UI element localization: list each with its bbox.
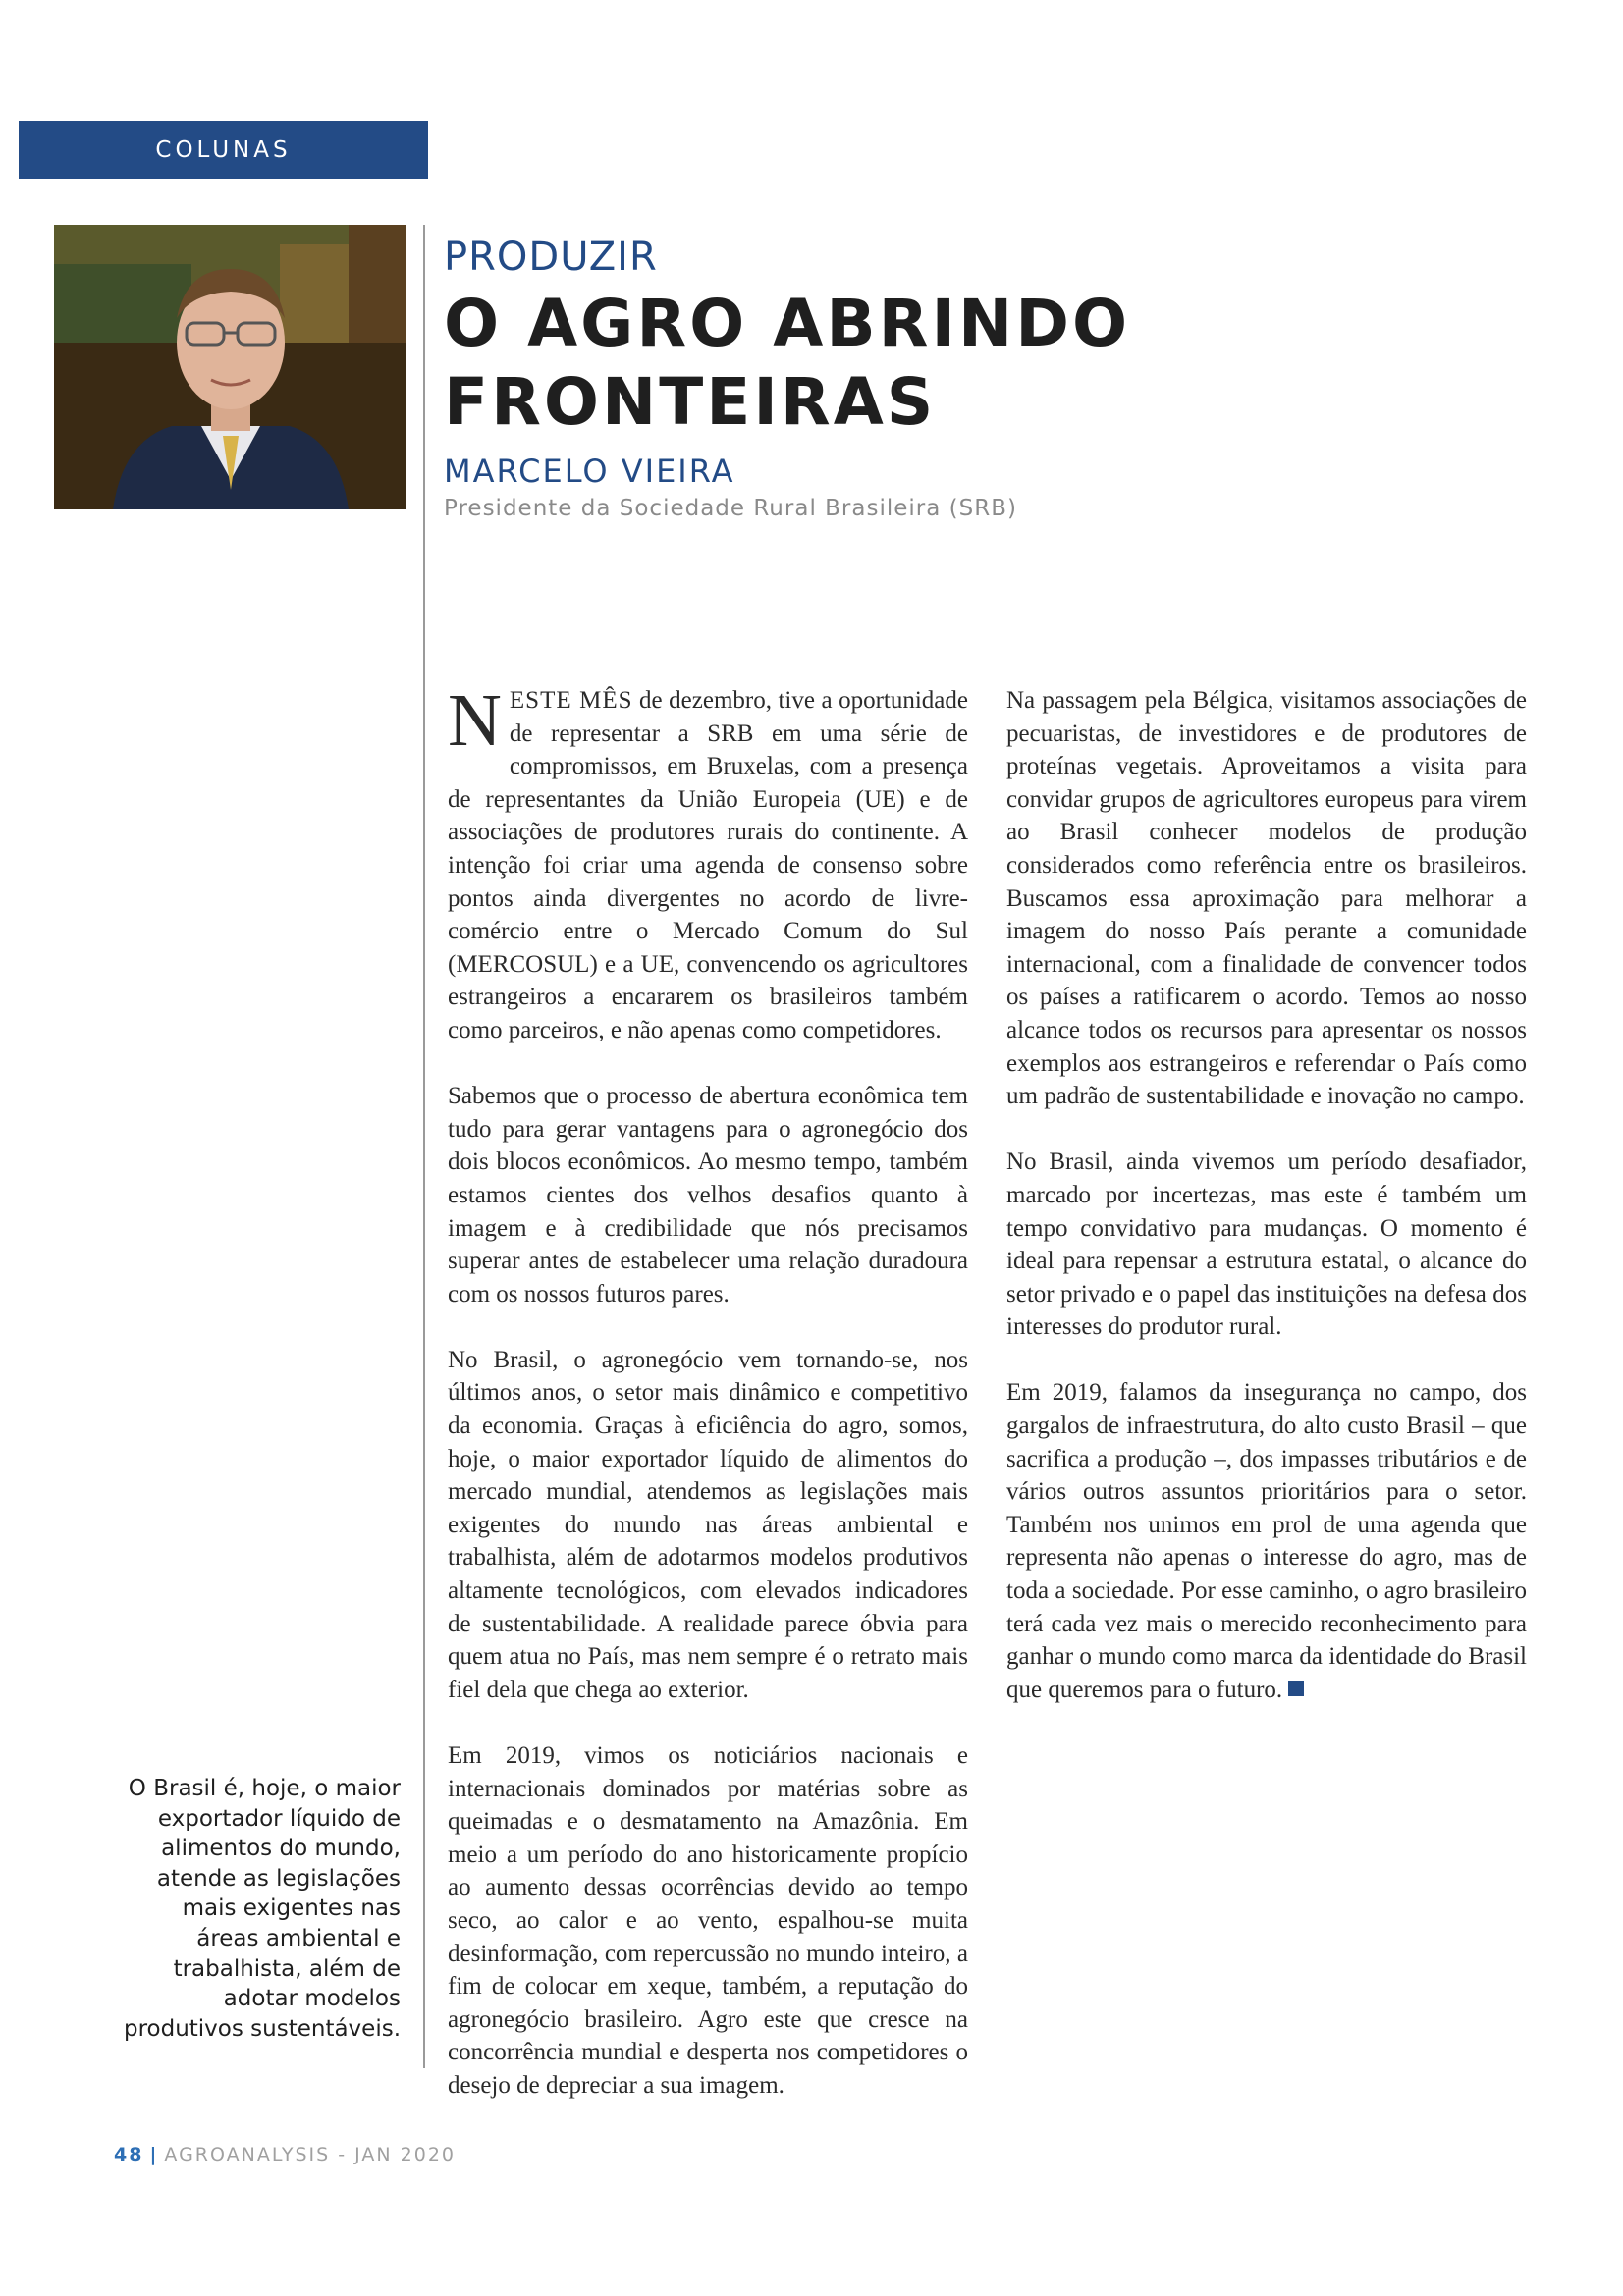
author-portrait-photo xyxy=(54,225,406,509)
body-column-left xyxy=(448,679,968,2135)
paragraph-1 xyxy=(448,679,968,1047)
article-headline xyxy=(444,285,1229,442)
paragraph-7-text: Em 2019, falamos da insegurança no campo, dos gargalos de infraestrutura, do alto custo Brasil – que sacrifica a produção –, dos impasses tributários e de vários outros assuntos prioritários para o setor. Também nos unimos em prol de uma agenda que representa não apenas o interesse do agro, mas de toda a sociedade. Por esse caminho, o agro brasileiro terá cada vez mais o merecido reconhecimento para ganhar o mundo como marca da identidade do Brasil que queremos para o futuro. xyxy=(1006,1379,1527,1703)
publication-name: AGROANALYSIS - JAN 2020 xyxy=(164,2144,457,2165)
page-number: 48 xyxy=(114,2144,144,2165)
author-name: MARCELO VIEIRA xyxy=(444,453,735,490)
pull-quote: O Brasil é, hoje, o maior exportador líquido de alimentos do mundo, atende as legislações mais exigentes nas áreas ambiental e trabalhista, além de adotar modelos produtivos sustentáveis. xyxy=(123,1776,401,2042)
paragraph-1-text: de dezembro, tive a oportunidade de representar a SRB em uma série de compromissos, em Bruxelas, com a presença de representantes da União Europeia (UE) e de associações de produtores rurais do continente. A intenção foi criar uma agenda de consenso sobre pontos ainda divergentes no acordo de livre-comércio entre o Mercado Comum do Sul (MERCOSUL) e a UE, convencendo os agricultores estrangeiros a encararem os brasileiros também como parceiros, e não apenas como competidores. xyxy=(448,687,968,1043)
column-divider xyxy=(423,225,425,2068)
lead-in-caps: ESTE MÊS xyxy=(509,687,633,714)
footer-separator: | xyxy=(149,2144,159,2165)
author-role: Presidente da Sociedade Rural Brasileira (SRB) xyxy=(444,496,1017,521)
paragraph-7 xyxy=(1006,1376,1527,1706)
paragraph-2: Sabemos que o processo de abertura econômica tem tudo para gerar vantagens para o agronegócio dos dois blocos econômicos. Ao mesmo tempo, também estamos cientes dos velhos desafios quanto à imagem e à credibilidade que nós precisamos superar antes de estabelecer uma relação duradoura com os nossos futuros pares. xyxy=(448,1083,968,1308)
end-of-article-square-icon xyxy=(1288,1681,1304,1696)
drop-cap: N xyxy=(448,679,502,762)
headline-line-2: FRONTEIRAS xyxy=(444,364,937,440)
paragraph-4: Em 2019, vimos os noticiários nacionais e internacionais dominados por matérias sobre as queimadas e o desmatamento na Amazônia. Em meio a um período do ano historicamente propício ao aumento dessas ocorrências devido ao tempo seco, ao calor e ao vento, espalhou-se muita desinformação, com repercussão no mundo inteiro, a fim de colocar em xeque, também, a reputação do agronegócio brasileiro. Agro este que cresce na concorrência mundial e desperta nos competidores o desejo de depreciar a sua imagem. xyxy=(448,1742,968,2099)
column-kicker: PRODUZIR xyxy=(444,235,658,280)
page-footer xyxy=(114,2144,456,2165)
paragraph-5: Na passagem pela Bélgica, visitamos associações de pecuaristas, de investidores e de produtores de proteínas vegetais. Aproveitamos a visita para convidar grupos de agricultores europeus para virem ao Brasil conhecer modelos de produção considerados como referência entre os brasileiros. Buscamos essa aproximação para melhorar a imagem do nosso País perante a comunidade internacional, com a finalidade de convencer todos os países a ratificarem o acordo. Temos ao nosso alcance todos os recursos para apresentar os nossos exemplos aos estrangeiros e referendar o País como um padrão de sustentabilidade e inovação no campo. xyxy=(1006,687,1527,1110)
paragraph-6: No Brasil, ainda vivemos um período desafiador, marcado por incertezas, mas este é também um tempo convidativo para mudanças. O momento é ideal para repensar a estrutura estatal, o alcance do setor privado e o papel das instituições na defesa dos interesses do produtor rural. xyxy=(1006,1148,1527,1341)
body-column-right xyxy=(1006,684,1527,1739)
portrait-illustration xyxy=(54,225,406,509)
section-label: COLUNAS xyxy=(19,121,428,179)
headline-line-1: O AGRO ABRINDO xyxy=(444,286,1131,361)
paragraph-3: No Brasil, o agronegócio vem tornando-se, nos últimos anos, o setor mais dinâmico e competitivo da economia. Graças à eficiência do agro, somos, hoje, o maior exportador líquido de alimentos do mercado mundial, atendemos as legislações mais exigentes do mundo nas áreas ambiental e trabalhista, além de adotarmos modelos produtivos altamente tecnológicos, com elevados indicadores de sustentabilidade. A realidade parece óbvia para quem atua no País, mas nem sempre é o retrato mais fiel dela que chega ao exterior. xyxy=(448,1346,968,1703)
